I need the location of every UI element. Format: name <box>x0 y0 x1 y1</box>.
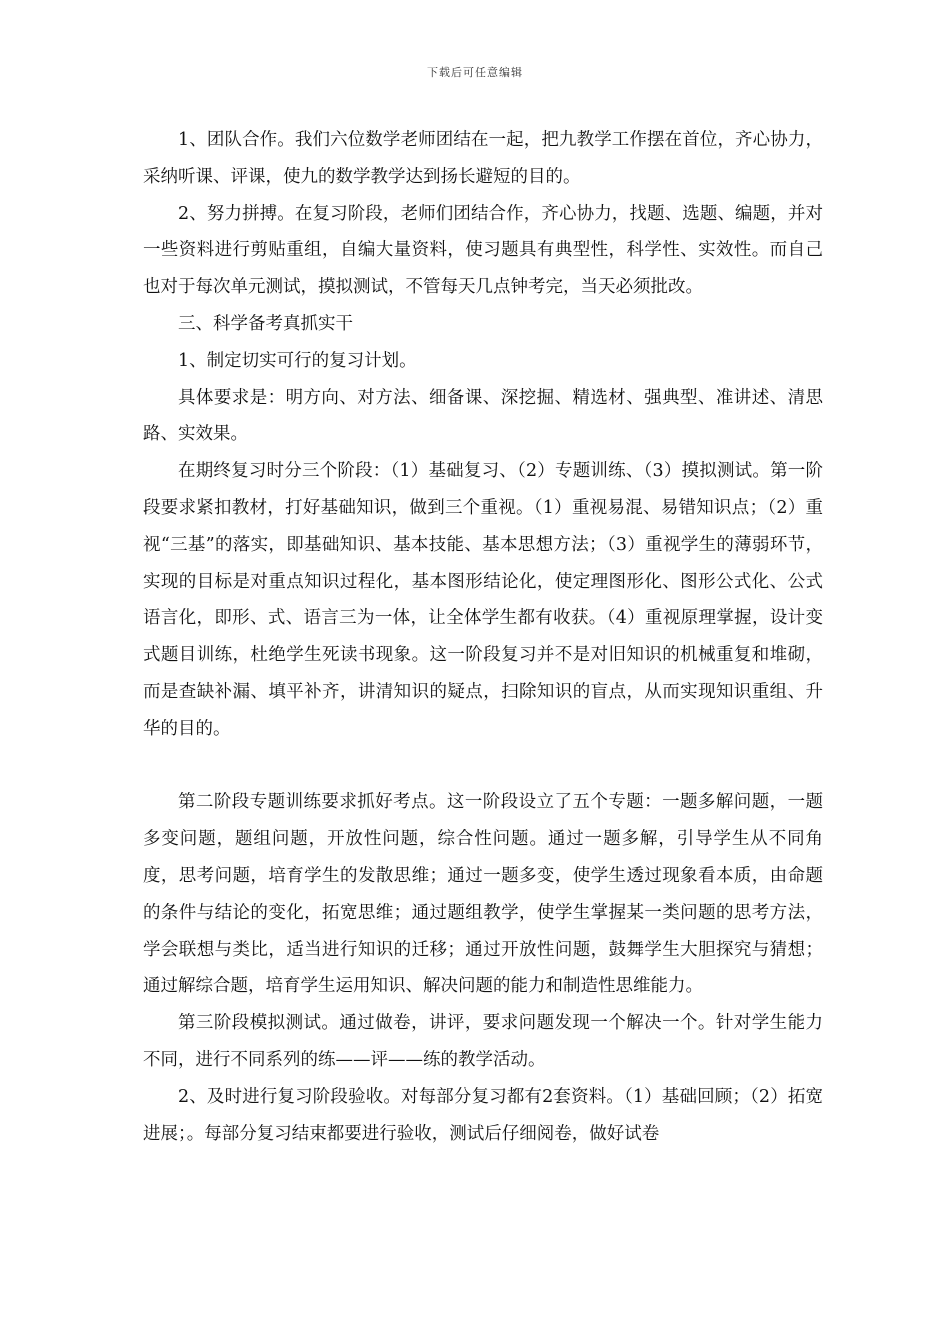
paragraph-team-cooperation: 1、团队合作。我们六位数学老师团结在一起，把九教学工作摆在首位，齐心协力，采纳听课、评课，使九的数学教学达到扬长避短的目的。 <box>143 130 823 187</box>
blank-line <box>143 748 823 785</box>
section-heading-3: 三、科学备考真抓实干 <box>178 313 353 334</box>
paragraph-phase-three: 第三阶段模拟测试。通过做卷，讲评，要求问题发现一个解决一个。针对学生能力不同，进行不同系列的练——评——练的教学活动。 <box>143 1013 823 1070</box>
paragraph-phase-one: 在期终复习时分三个阶段：（1）基础复习、（2）专题训练、（3）摸拟测试。第一阶段要求紧扣教材，打好基础知识，做到三个重视。（1）重视易混、易错知识点；（2）重视“三基”的落实，即基础知识、基本技能、基本思想方法；（3）重视学生的薄弱环节，实现的目标是对重点知识过程化，基本图形结论化，使定理图形化、图形公式化、公式语言化，即形、式、语言三为一体，让全体学生都有收获。（4）重视原理掌握，设计变式题目训练，杜绝学生死读书现象。这一阶段复习并不是对旧知识的机械重复和堆砌，而是查缺补漏、填平补齐，讲清知识的疑点，扫除知识的盲点，从而实现知识重组、升华的目的。 <box>143 461 823 739</box>
paragraph-phase-two: 第二阶段专题训练要求抓好考点。这一阶段设立了五个专题：一题多解问题，一题多变问题，题组问题，开放性问题，综合性问题。通过一题多解，引导学生从不同角度，思考问题，培育学生的发散思维；通过一题多变，使学生透过现象看本质，由命题的条件与结论的变化，拓宽思维；通过题组教学，使学生掌握某一类问题的思考方法，学会联想与类比，适当进行知识的迁移；通过开放性问题，鼓舞学生大胆探究与猜想；通过解综合题，培育学生运用知识、解决问题的能力和制造性思维能力。 <box>143 792 823 997</box>
page-header: 下载后可任意编辑 <box>427 66 523 79</box>
document-body <box>143 122 823 1152</box>
paragraph-hard-work: 2、努力拼搏。在复习阶段，老师们团结合作，齐心协力，找题、选题、编题，并对一些资料进行剪贴重组，自编大量资料，使习题具有典型性，科学性、实效性。而自己也对于每次单元测试，摸拟测试，不管每天几点钟考完，当天必须批改。 <box>143 203 823 298</box>
paragraph-review-plan: 1、制定切实可行的复习计划。 <box>178 350 417 371</box>
paragraph-requirements: 具体要求是：明方向、对方法、细备课、深挖掘、精选材、强典型、准讲述、清思路、实效果。 <box>143 387 823 445</box>
paragraph-acceptance: 2、及时进行复习阶段验收。对每部分复习都有2套资料。（1）基础回顾；（2）拓宽进展；。每部分复习结束都要进行验收，测试后仔细阅卷，做好试卷 <box>143 1086 823 1144</box>
